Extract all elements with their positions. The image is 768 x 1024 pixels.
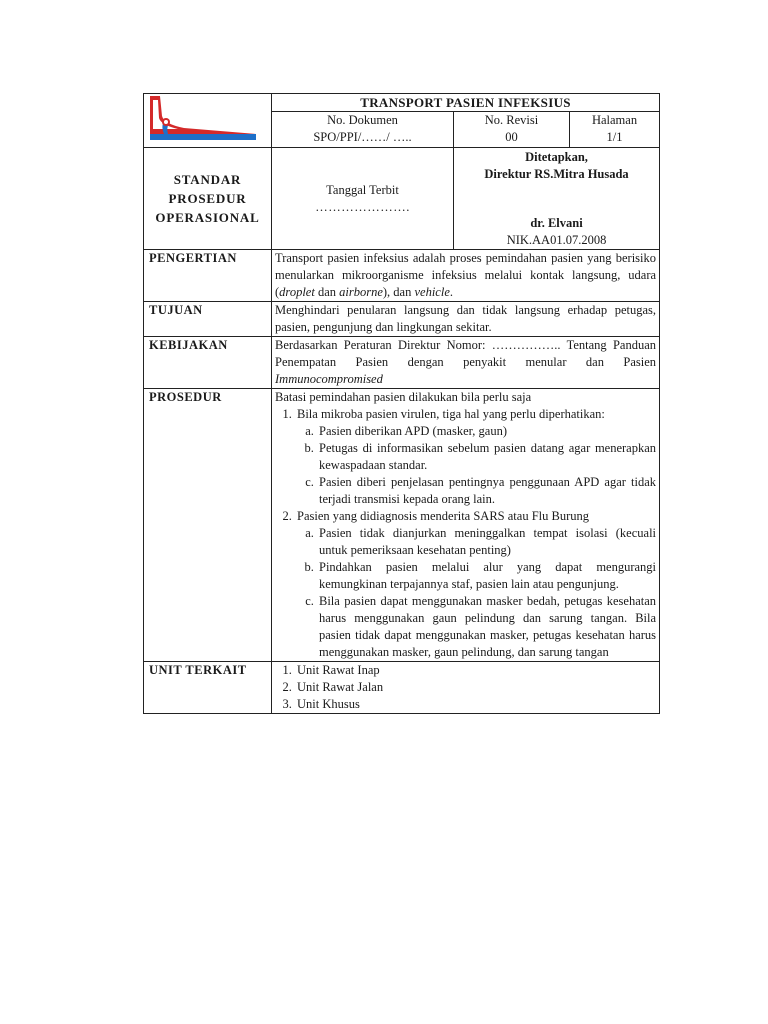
document-title: TRANSPORT PASIEN INFEKSIUS <box>272 94 660 112</box>
tanggal-terbit-value: …………………. <box>315 199 410 214</box>
prosedur-list <box>275 406 656 661</box>
approval-cell <box>454 148 660 250</box>
approval-line1: Ditetapkan, <box>525 150 588 164</box>
list-item: 2. Unit Rawat Jalan <box>295 679 656 696</box>
approval-line2: Direktur RS.Mitra Husada <box>484 167 629 181</box>
no-revisi-value: 00 <box>505 130 518 145</box>
halaman-label: Halaman <box>591 113 638 128</box>
hospital-logo-icon <box>144 94 268 142</box>
list-item: 3. Unit Khusus <box>295 696 656 713</box>
kebijakan-label: KEBIJAKAN <box>144 337 272 389</box>
list-item: c. Bila pasien dapat menggunakan masker bedah, petugas kesehatan harus menggunakan gaun pelindung dan sarung tangan. Bila pasien tidak dapat menggunakan masker, petugas kesehatan harus menggunakan masker, gaun pelindung, dan sarung tangan <box>317 593 656 661</box>
sub-list <box>297 525 656 661</box>
no-revisi-cell <box>454 112 570 148</box>
halaman-cell <box>570 112 660 148</box>
no-dokumen-cell <box>272 112 454 148</box>
list-item: 1. Unit Rawat Inap <box>295 662 656 679</box>
no-dokumen-value: SPO/PPI/……/ ….. <box>313 130 412 145</box>
no-dokumen-label: No. Dokumen <box>327 113 398 128</box>
list-item: c. Pasien diberi penjelasan pentingnya penggunaan APD agar tidak terjadi transmisi kepada orang lain. <box>317 474 656 508</box>
sop-heading-line1: STANDAR <box>173 172 242 187</box>
sop-heading-line3: OPERASIONAL <box>155 210 260 225</box>
no-revisi-label: No. Revisi <box>484 113 539 128</box>
approval-nik: NIK.AA01.07.2008 <box>506 233 607 247</box>
approval-name: dr. Elvani <box>530 216 583 230</box>
tujuan-text: Menghindari penularan langsung dan tidak langsung erhadap petugas, pasien, pengunjung dan lingkungan sekitar. <box>272 302 660 337</box>
kebijakan-text: Berdasarkan Peraturan Direktur Nomor: …………….. Tentang Panduan Penempatan Pasien dengan penyakit menular dan Pasien Immunocompromised <box>272 337 660 389</box>
logo-cell <box>144 94 272 148</box>
sop-heading <box>144 148 272 250</box>
halaman-value: 1/1 <box>606 130 623 145</box>
sop-heading-line2: PROSEDUR <box>168 191 247 206</box>
tanggal-terbit-cell <box>272 148 454 250</box>
prosedur-label: PROSEDUR <box>144 389 272 662</box>
sop-document-table <box>143 93 660 714</box>
list-item: b. Pindahkan pasien melalui alur yang dapat mengurangi kemungkinan terpajannya staf, pasien lain atau pengunjung. <box>317 559 656 593</box>
list-item: 2. Pasien yang didiagnosis menderita SARS atau Flu Burung a. Pasien tidak dianjurkan meninggalkan tempat isolasi (kecuali untuk pemeriksaan kesehatan penting) b. Pindahkan pasien melalui alur yang dapat mengurangi kemungkinan terpajannya staf, pasien lain atau pengunjung. c. Bila pasien dapat menggunakan masker bedah, petugas kesehatan harus menggunakan gaun pelindung dan sarung tangan. Bila pasien tidak dapat menggunakan masker, petugas kesehatan harus menggunakan masker, gaun pelindung, dan sarung tangan <box>295 508 656 661</box>
list-item: a. Pasien tidak dianjurkan meninggalkan tempat isolasi (kecuali untuk pemeriksaan kesehatan penting) <box>317 525 656 559</box>
tanggal-terbit-label: Tanggal Terbit <box>326 182 399 197</box>
tujuan-label: TUJUAN <box>144 302 272 337</box>
list-item: a. Pasien diberikan APD (masker, gaun) <box>317 423 656 440</box>
unit-terkait-label: UNIT TERKAIT <box>144 662 272 714</box>
prosedur-content <box>272 389 660 662</box>
pengertian-text: Transport pasien infeksius adalah proses pemindahan pasien yang berisiko menularkan mikroorganisme infeksius melalui kontak langsung, udara (droplet dan airborne), dan vehicle. <box>272 250 660 302</box>
prosedur-intro: Batasi pemindahan pasien dilakukan bila perlu saja <box>275 390 532 404</box>
list-item: 1. Bila mikroba pasien virulen, tiga hal yang perlu diperhatikan: a. Pasien diberikan APD (masker, gaun) b. Petugas di informasikan sebelum pasien datang agar menerapkan kewaspadaan standar. c. Pasien diberi penjelasan pentingnya penggunaan APD agar tidak terjadi transmisi kepada orang lain. <box>295 406 656 508</box>
list-item: b. Petugas di informasikan sebelum pasien datang agar menerapkan kewaspadaan standar. <box>317 440 656 474</box>
sub-list <box>297 423 656 508</box>
unit-terkait-content <box>272 662 660 714</box>
unit-terkait-list <box>275 662 656 713</box>
pengertian-label: PENGERTIAN <box>144 250 272 302</box>
